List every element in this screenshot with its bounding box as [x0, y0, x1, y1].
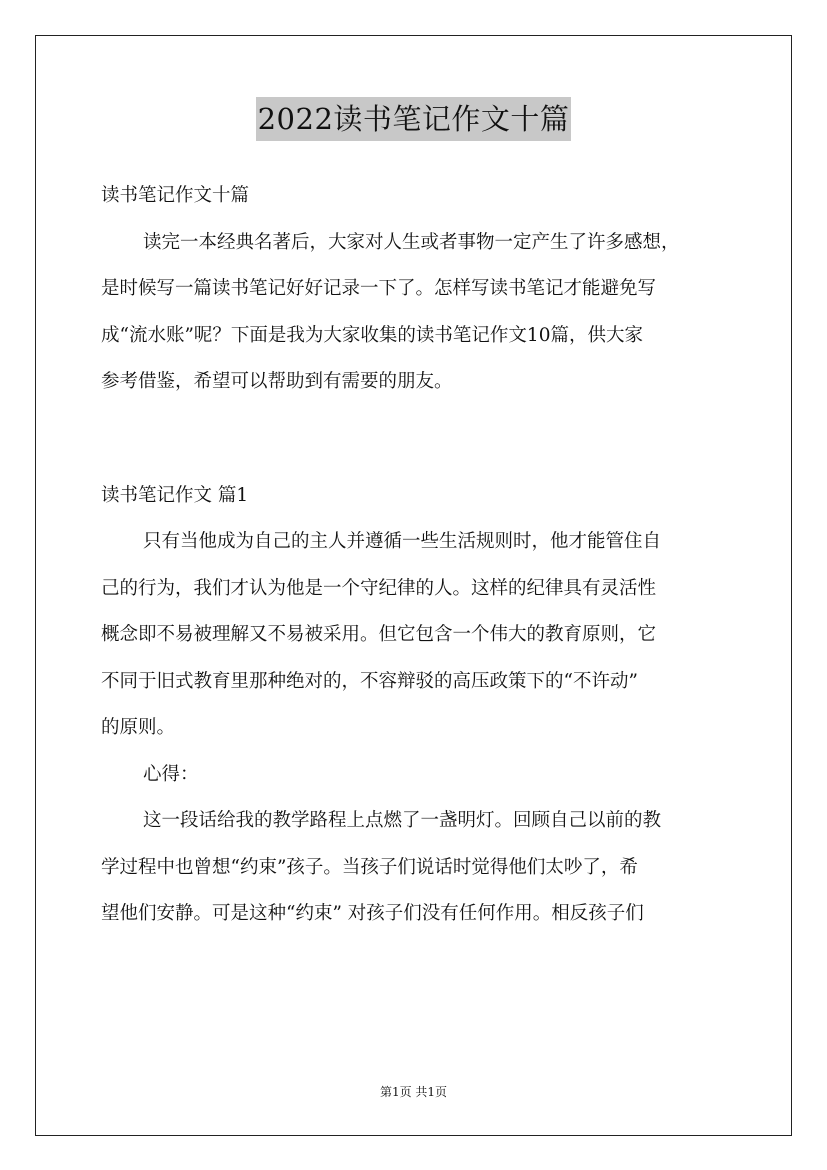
intro-heading: 读书笔记作文十篇: [101, 185, 250, 206]
spacer: [101, 840, 731, 849]
spacer: [101, 700, 731, 709]
page-footer: 第1页 共1页: [379, 1085, 448, 1099]
section-heading: 读书笔记作文 篇1: [101, 484, 249, 506]
spacer: [101, 561, 731, 570]
section-line: 己的行为，我们才认为他是一个守纪律的人。这样的纪律具有灵活性: [101, 577, 657, 599]
spacer: [101, 886, 731, 895]
spacer: [101, 607, 731, 616]
spacer: [101, 747, 731, 756]
spacer: [101, 215, 731, 224]
spacer: [101, 354, 731, 363]
spacer: [101, 654, 731, 663]
section-line: 不同于旧式教育里那种绝对的，不容辩驳的高压政策下的“不许动”: [101, 670, 638, 692]
intro-line: 参考借鉴，希望可以帮助到有需要的朋友。: [101, 371, 453, 392]
xinde-label: 心得：: [143, 763, 199, 785]
xinde-line: 望他们安静。可是这种“约束” 对孩子们没有任何作用。相反孩子们: [101, 903, 644, 924]
title-container: [0, 97, 827, 141]
document-title: 2022读书笔记作文十篇: [256, 97, 572, 141]
xinde-line: 这一段话给我的教学路程上点燃了一盏明灯。回顾自己以前的教: [143, 810, 662, 831]
document-body: [101, 177, 731, 933]
spacer: [101, 308, 731, 317]
section-line: 只有当他成为自己的主人并遵循一些生活规则时，他才能管住自: [143, 531, 662, 552]
section-line: 概念即不易被理解又不易被采用。但它包含一个伟大的教育原则，它: [101, 624, 657, 645]
spacer: [101, 261, 731, 270]
intro-line: 读完一本经典名著后，大家对人生或者事物一定产生了许多感想，: [143, 231, 680, 253]
xinde-line: 学过程中也曾想“约束”孩子。当孩子们说话时觉得他们太吵了，希: [101, 856, 638, 878]
spacer: [101, 514, 731, 523]
intro-line: 是时候写一篇读书笔记好好记录一下了。怎样写读书笔记才能避免写: [101, 278, 657, 299]
intro-line: 成“流水账”呢？下面是我为大家收集的读书笔记作文10篇，供大家: [101, 324, 643, 346]
section-gap: [101, 401, 731, 477]
spacer: [101, 793, 731, 802]
section-line: 的原则。: [101, 717, 176, 738]
